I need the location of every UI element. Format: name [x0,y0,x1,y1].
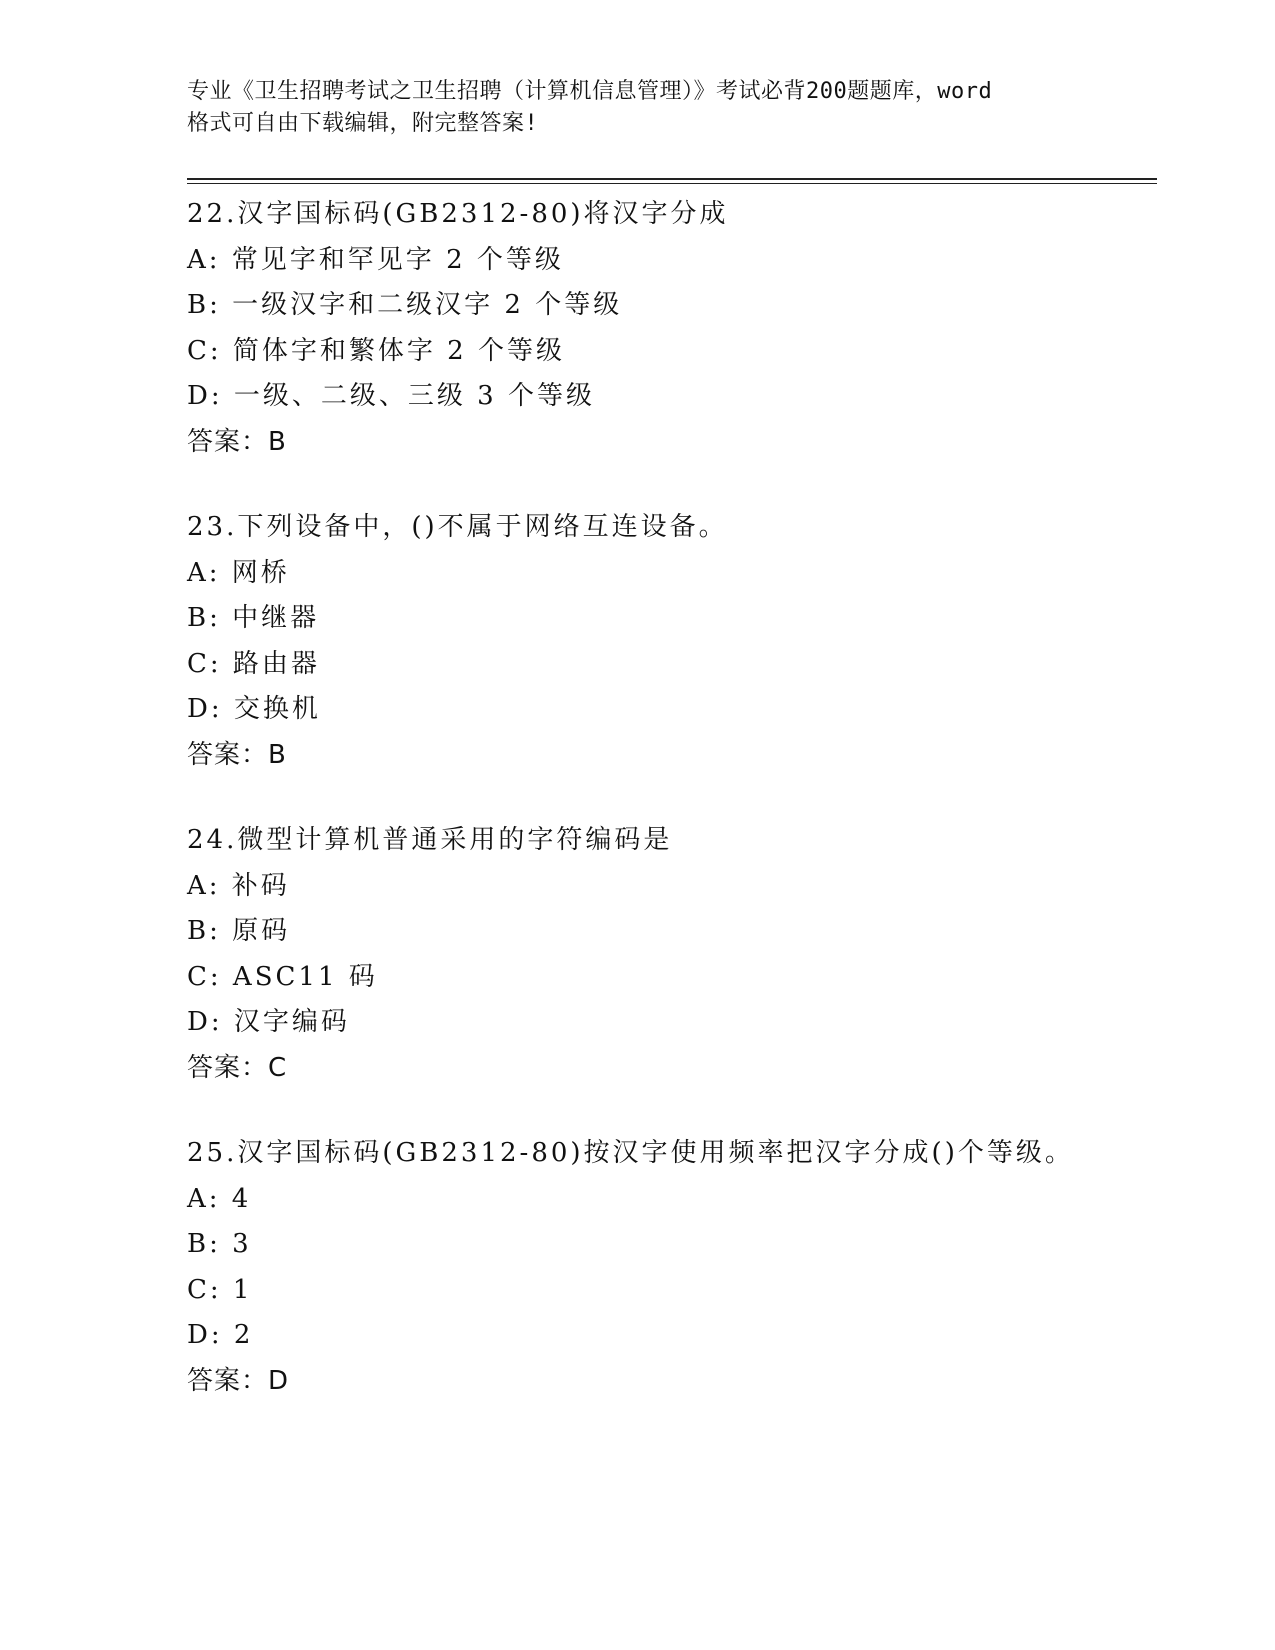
option-c: C: ASC11 码 [187,961,378,992]
answer-line: 答案：B [187,739,287,770]
question-list [187,192,1157,1444]
option-b: B: 中继器 [187,603,320,633]
option-b: B: 3 [187,1229,252,1259]
option-a: A: 常见字和罕见字 2 个等级 [187,244,564,275]
option-d: D: 一级、二级、三级 3 个等级 [187,381,595,411]
document-header [187,76,1157,140]
answer-line: 答案：B [187,426,287,457]
option-a: A: 补码 [187,870,290,901]
option-b: B: 原码 [187,916,291,946]
question-22 [187,192,1157,465]
question-stem: 25.汉字国标码(GB2312-80)按汉字使用频率把汉字分成()个等级。 [187,1138,1074,1168]
question-23 [187,505,1157,778]
header-line-1: 专业《卫生招聘考试之卫生招聘（计算机信息管理）》考试必背200题题库，word [187,79,993,104]
question-stem: 23.下列设备中，()不属于网络互连设备。 [187,512,728,542]
option-b: B: 一级汉字和二级汉字 2 个等级 [187,290,623,320]
option-c: C: 1 [187,1274,253,1305]
header-line-2: 格式可自由下载编辑，附完整答案! [187,111,539,136]
option-d: D: 汉字编码 [187,1007,350,1037]
answer-line: 答案：D [187,1365,290,1396]
question-stem: 24.微型计算机普通采用的字符编码是 [187,825,673,855]
question-25 [187,1131,1157,1404]
option-d: D: 交换机 [187,694,321,724]
option-c: C: 路由器 [187,648,320,679]
header-divider-thin [187,183,1157,184]
header-divider-thick [187,178,1157,180]
option-a: A: 网桥 [187,557,290,588]
option-a: A: 4 [187,1183,252,1214]
question-stem: 22.汉字国标码(GB2312-80)将汉字分成 [187,199,729,229]
option-c: C: 简体字和繁体字 2 个等级 [187,335,565,366]
answer-line: 答案：C [187,1052,288,1083]
option-d: D: 2 [187,1320,254,1350]
question-24 [187,818,1157,1091]
